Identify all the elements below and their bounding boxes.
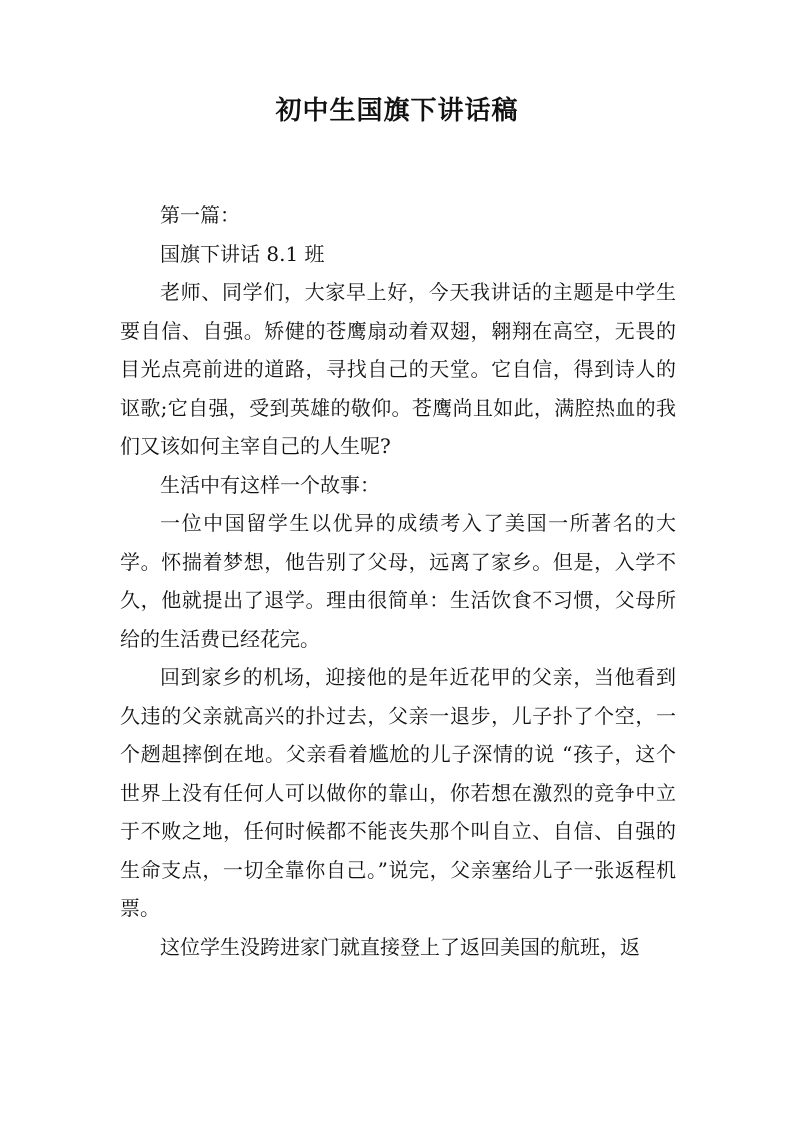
document-title: 初中生国旗下讲话稿 xyxy=(275,96,519,126)
paragraph: 这位学生没跨进家门就直接登上了返回美国的航班，返 xyxy=(160,934,640,959)
document-body xyxy=(120,196,676,966)
paragraph: 一位中国留学生以优异的成绩考入了美国一所著名的大学。怀揣着梦想，他告别了父母，远离了家乡。但是，入学不久，他就提出了退学。理由很简单：生活饮食不习惯，父母所给的生活费已经花完。 xyxy=(120,511,676,651)
paragraph: 回到家乡的机场，迎接他的是年近花甲的父亲，当他看到久违的父亲就高兴的扑过去，父亲一退步，儿子扑了个空，一个趔趄摔倒在地。父亲看着尴尬的儿子深情的说 “孩子，这个世界上没有任何人可以做你的靠山，你若想在激烈的竞争中立于不败之地，任何时候都不能丧失那个叫自立、自信、自强的生命支点，一切全靠你自己。”说完，父亲塞给儿子一张返程机票。 xyxy=(120,665,676,920)
paragraph: 老师、同学们，大家早上好，今天我讲话的主题是中学生要自信、自强。矫健的苍鹰扇动着双翅，翱翔在高空，无畏的目光点亮前进的道路，寻找自己的天堂。它自信，得到诗人的讴歌;它自强，受到英雄的敬仰。苍鹰尚且如此，满腔热血的我们又该如何主宰自己的人生呢? xyxy=(120,280,676,458)
paragraph: 生活中有这样一个故事： xyxy=(160,472,380,497)
paragraph-subheading: 国旗下讲话 8.1 班 xyxy=(160,241,325,266)
paragraph-section-heading: 第一篇： xyxy=(160,203,240,227)
